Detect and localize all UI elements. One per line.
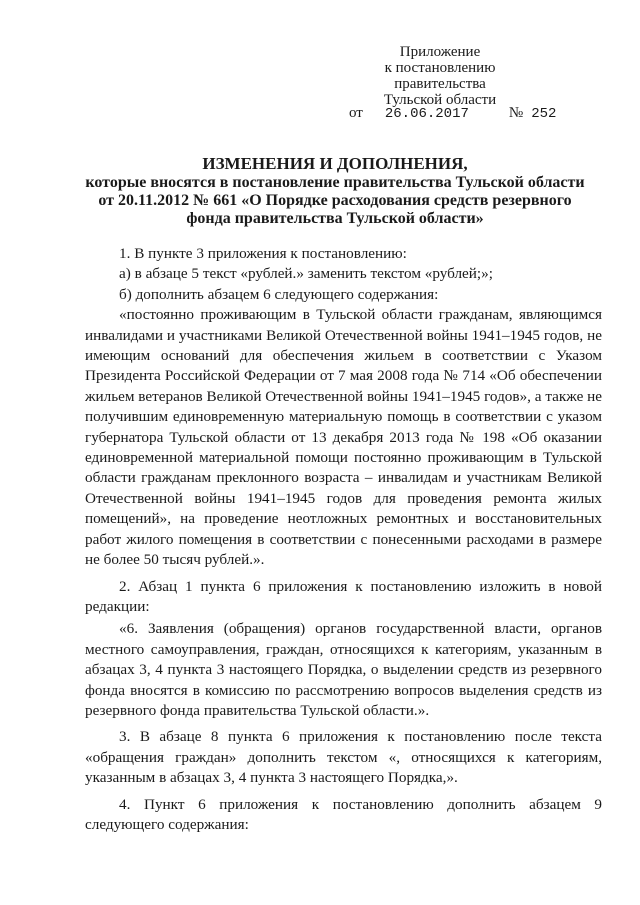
- document-heading: [85, 155, 585, 228]
- paragraph: а) в абзаце 5 текст «рублей.» заменить текстом «рублей;»;: [119, 265, 493, 283]
- registration-line: [349, 104, 589, 123]
- registration-number: 252: [531, 106, 557, 122]
- heading-subtitle: которые вносятся в постановление правительства Тульской области от 20.11.2012 № 661 «О Порядке расходования средств резервного фонда правительства Тульской области»: [85, 174, 585, 227]
- paragraph: «постоянно проживающим в Тульской области гражданам, являющимся инвалидами и участниками Великой Отечественной войны 1941–1945 годов, не имеющим оснований для обеспечения жильем в соответствии с Указом Президента Российской Федерации от 7 мая 2008 года № 714 «Об обеспечении жильем ветеранов Великой Отечественной войны 1941–1945 годов», а также не получившим единовременную материальную помощь в соответствии с указом губернатора Тульской области от 13 декабря 2013 года № 198 «Об оказании единовременной материальной помощи постоянно проживающим в Тульской области гражданам преклонного возраста – инвалидам и участникам Великой Отечественной войны 1941–1945 годов для проведения ремонта жилых помещений», на проведение неотложных ремонтных и восстановительных работ жилого помещения в соответствии с понесенными расходами в размере не более 50 тысяч рублей.».: [85, 306, 602, 569]
- number-sign: №: [508, 105, 524, 121]
- paragraph: 3. В абзаце 8 пункта 6 приложения к постановлению после текста «обращения граждан» дополнить текстом «, относящихся к категориям, указанным в абзацах 3, 4 пункта 3 настоящего Порядка,».: [85, 728, 602, 787]
- paragraph: 1. В пункте 3 приложения к постановлению:: [119, 245, 407, 262]
- registration-date: 26.06.2017: [384, 106, 469, 122]
- paragraph: 4. Пункт 6 приложения к постановлению дополнить абзацем 9 следующего содержания:: [85, 795, 602, 833]
- appendix-title: Приложение: [399, 44, 481, 60]
- heading-title: ИЗМЕНЕНИЯ И ДОПОЛНЕНИЯ,: [202, 154, 468, 173]
- paragraph: «6. Заявления (обращения) органов государственной власти, органов местного самоуправления, граждан, относящихся к категориям, указанным в абзацах 3, 4 пункта 3 настоящего Порядка, о выделении средств из резервного фонда вносятся в комиссию по рассмотрению вопросов выделения средств из резервного фонда правительства Тульской области.».: [85, 620, 602, 719]
- appendix-line: к постановлению правительства: [384, 60, 496, 92]
- paragraph: 2. Абзац 1 пункта 6 приложения к постановлению изложить в новой редакции:: [85, 577, 602, 615]
- appendix-line: Тульской области: [383, 92, 497, 108]
- date-prefix: от: [349, 105, 363, 121]
- document-body: [85, 244, 602, 835]
- appendix-block: [340, 44, 540, 108]
- paragraph: б) дополнить абзацем 6 следующего содержания:: [119, 285, 439, 303]
